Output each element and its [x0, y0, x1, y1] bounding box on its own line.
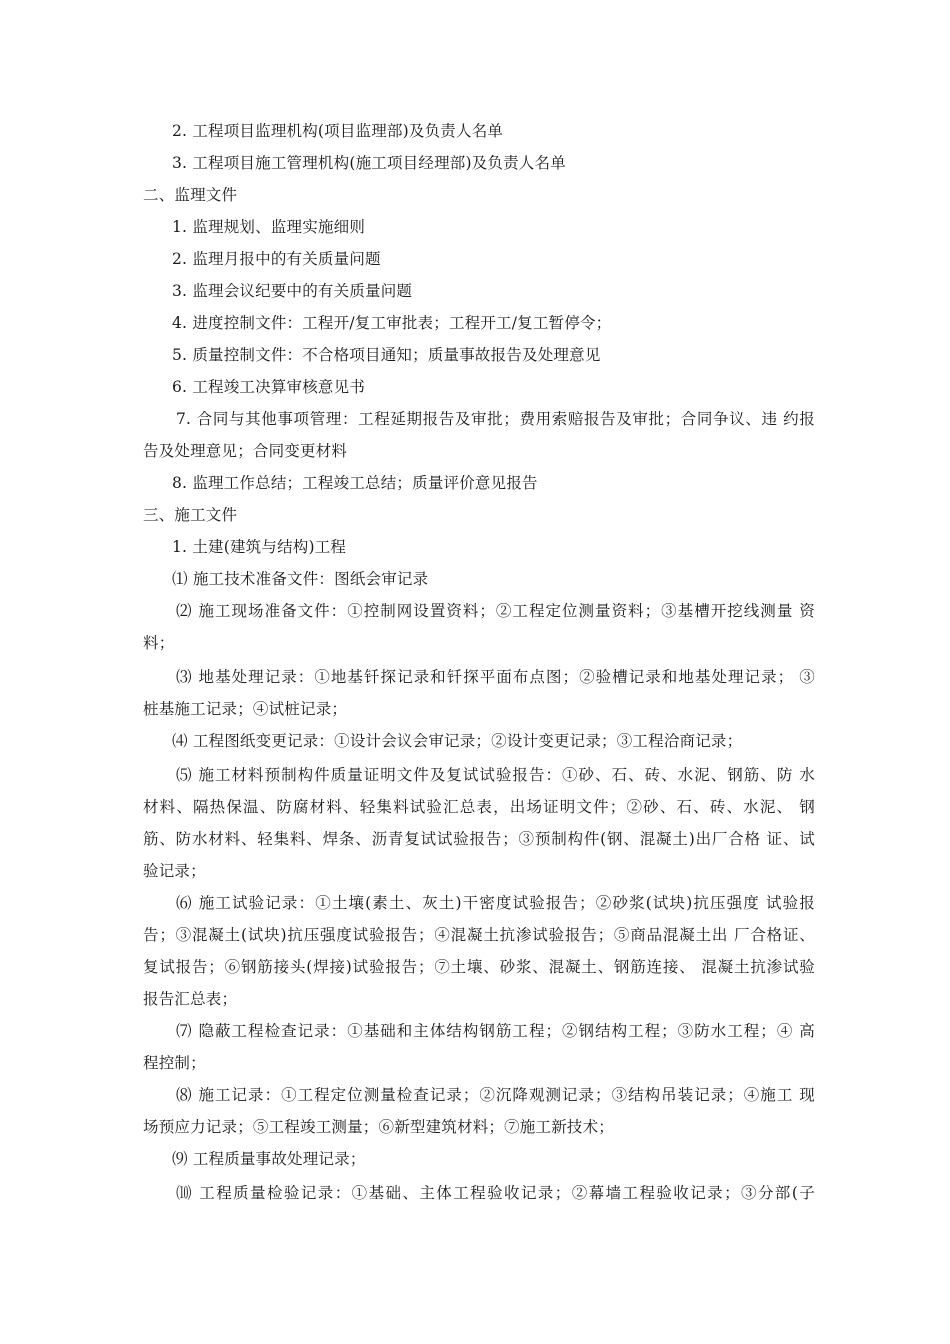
- text-line: 3. 监理会议纪要中的有关质量问题: [172, 282, 413, 300]
- text-line: 程控制；: [143, 1054, 206, 1072]
- text-line: 告及处理意见；合同变更材料: [143, 442, 348, 460]
- text-line: 2. 监理月报中的有关质量问题: [172, 250, 381, 268]
- section-heading: 三、施工文件: [143, 506, 238, 524]
- text-line: ⑵ 施工现场准备文件：①控制网设置资料；②工程定位测量资料；③基槽开挖线测量 资: [176, 602, 815, 620]
- text-line: ⑽ 工程质量检验记录：①基础、主体工程验收记录；②幕墙工程验收记录；③分部(子: [176, 1184, 815, 1202]
- text-line: 1. 监理规划、监理实施细则: [172, 218, 366, 236]
- text-line: ⑴ 施工技术准备文件：图纸会审记录: [172, 570, 429, 588]
- text-line: 2. 工程项目监理机构(项目监理部)及负责人名单: [172, 122, 504, 140]
- text-line: ⑶ 地基处理记录：①地基钎探记录和钎探平面布点图；②验槽记录和地基处理记录； ③: [176, 668, 815, 686]
- text-line: 8. 监理工作总结；工程竣工总结；质量评价意见报告: [172, 474, 538, 492]
- text-line: 3. 工程项目施工管理机构(施工项目经理部)及负责人名单: [172, 154, 566, 172]
- text-line: 7. 合同与其他事项管理：工程延期报告及审批；费用索赔报告及审批；合同争议、违 约报: [176, 410, 815, 428]
- text-line: ⑻ 施工记录：①工程定位测量检查记录；②沉降观测记录；③结构吊装记录；④施工 现: [176, 1086, 815, 1104]
- text-line: ⑺ 隐蔽工程检查记录：①基础和主体结构钢筋工程；②钢结构工程；③防水工程；④ 高: [176, 1022, 815, 1040]
- text-line: ⑹ 施工试验记录：①土壤(素土、灰土)干密度试验报告；②砂浆(试块)抗压强度 试验报: [176, 894, 815, 912]
- text-line: 5. 质量控制文件：不合格项目通知；质量事故报告及处理意见: [172, 346, 601, 364]
- text-line: 6. 工程竣工决算审核意见书: [172, 378, 366, 396]
- text-line: 1. 土建(建筑与结构)工程: [172, 538, 347, 556]
- text-line: 材料、隔热保温、防腐材料、轻集料试验汇总表，出场证明文件；②砂、石、砖、水泥、 钢: [143, 798, 815, 816]
- text-line: 桩基施工记录；④试桩记录；: [143, 700, 348, 718]
- text-line: ⑷ 工程图纸变更记录：①设计会议会审记录；②设计变更记录；③工程洽商记录；: [172, 732, 743, 750]
- text-line: 报告汇总表；: [143, 990, 238, 1008]
- section-heading: 二、监理文件: [143, 186, 238, 204]
- text-line: 告；③混凝土(试块)抗压强度试验报告；④混凝土抗渗试验报告；⑤商品混凝土出 厂合格证、: [143, 926, 815, 944]
- text-line: 4. 进度控制文件：工程开/复工审批表；工程开工/复工暂停令；: [172, 314, 612, 332]
- text-line: 复试报告；⑥钢筋接头(焊接)试验报告；⑦土壤、砂浆、混凝土、钢筋连接、 混凝土抗渗试验: [143, 958, 815, 976]
- text-line: 料；: [143, 634, 175, 652]
- text-line: 场预应力记录；⑤工程竣工测量；⑥新型建筑材料；⑦施工新技术；: [143, 1118, 615, 1136]
- text-line: 验记录；: [143, 862, 206, 880]
- text-line: ⑸ 施工材料预制构件质量证明文件及复试试验报告：①砂、石、砖、水泥、钢筋、防 水: [176, 766, 815, 784]
- text-line: 筋、防水材料、轻集料、焊条、沥青复试试验报告；③预制构件(钢、混凝土)出厂合格 证、试: [143, 830, 815, 848]
- text-line: ⑼ 工程质量事故处理记录；: [172, 1150, 366, 1168]
